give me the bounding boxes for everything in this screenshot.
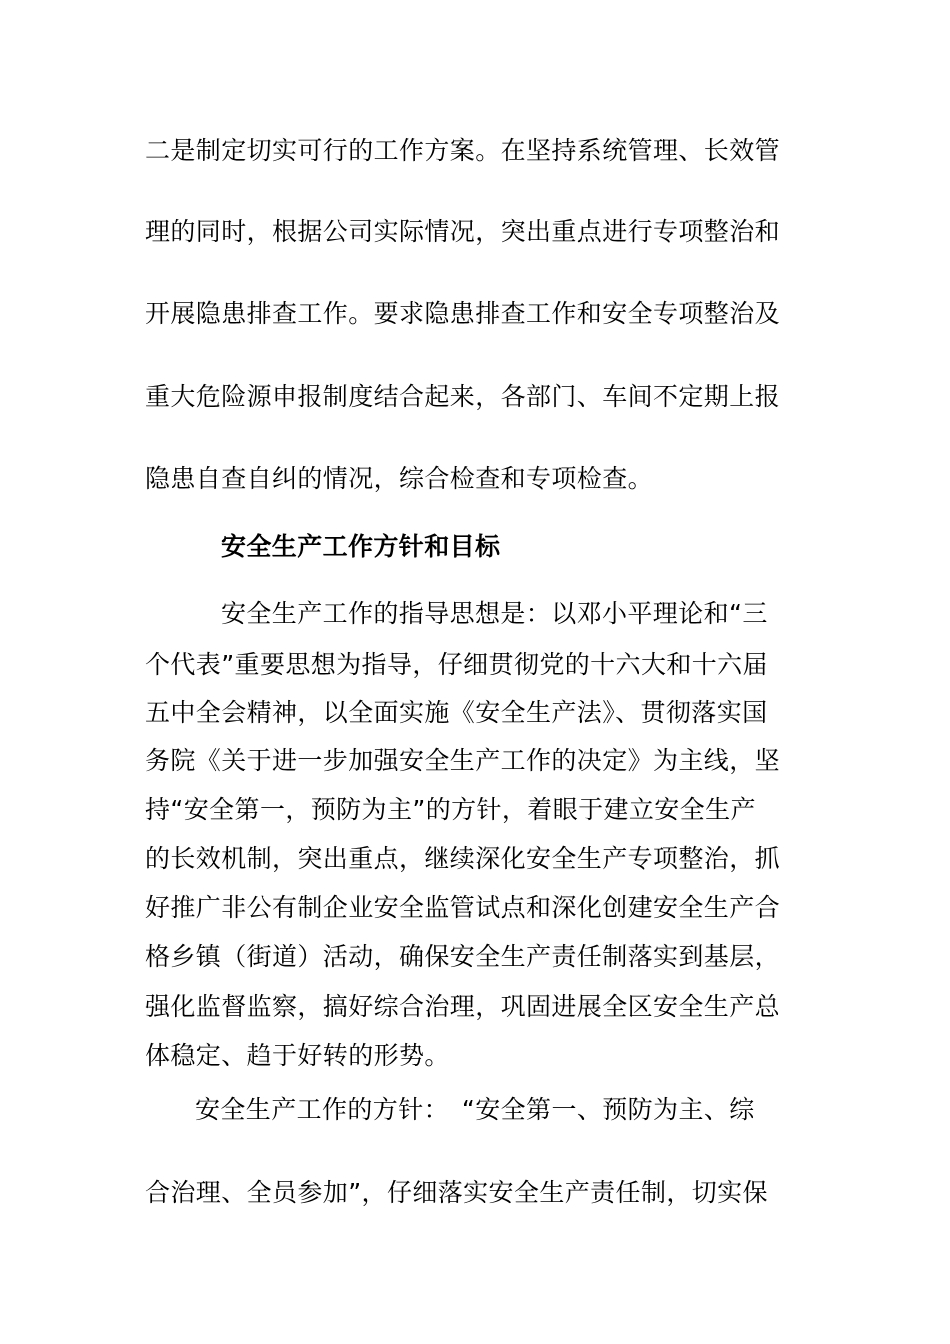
section-heading: 安全生产工作方针和目标 xyxy=(221,532,501,561)
text-line: 持“安全第一，预防为主”的方针，着眼于建立安全生产 xyxy=(145,795,756,824)
text-line: 强化监督监察，搞好综合治理，巩固进展全区安全生产总 xyxy=(145,992,781,1021)
text-line: 的长效机制，突出重点，继续深化安全生产专项整治，抓 xyxy=(145,844,781,873)
text-line: 安全生产工作的指导思想是：以邓小平理论和“三 xyxy=(221,599,768,628)
text-line: 安全生产工作的方针： “安全第一、预防为主、综 xyxy=(195,1095,755,1124)
text-line: 格乡镇（街道）活动，确保安全生产责任制落实到基层， xyxy=(145,942,781,971)
text-line: 理的同时，根据公司实际情况，突出重点进行专项整治和 xyxy=(145,217,781,246)
text-line: 二是制定切实可行的工作方案。在坚持系统管理、长效管 xyxy=(145,136,781,165)
text-line: 个代表”重要思想为指导，仔细贯彻党的十六大和十六届 xyxy=(145,650,768,679)
text-line: 合治理、全员参加”，仔细落实安全生产责任制，切实保 xyxy=(145,1178,768,1207)
text-line: 好推广非公有制企业安全监管试点和深化创建安全生产合 xyxy=(145,893,781,922)
text-line: 重大危险源申报制度结合起来，各部门、车间不定期上报 xyxy=(145,382,781,411)
text-line: 务院《关于进一步加强安全生产工作的决定》为主线，坚 xyxy=(145,746,781,775)
text-line: 隐患自查自纠的情况，综合检查和专项检查。 xyxy=(145,464,654,493)
text-line: 开展隐患排查工作。要求隐患排查工作和安全专项整治及 xyxy=(145,299,781,328)
text-line: 五中全会精神，以全面实施《安全生产法》、贯彻落实国 xyxy=(145,698,768,727)
text-line: 体稳定、趋于好转的形势。 xyxy=(145,1041,450,1070)
